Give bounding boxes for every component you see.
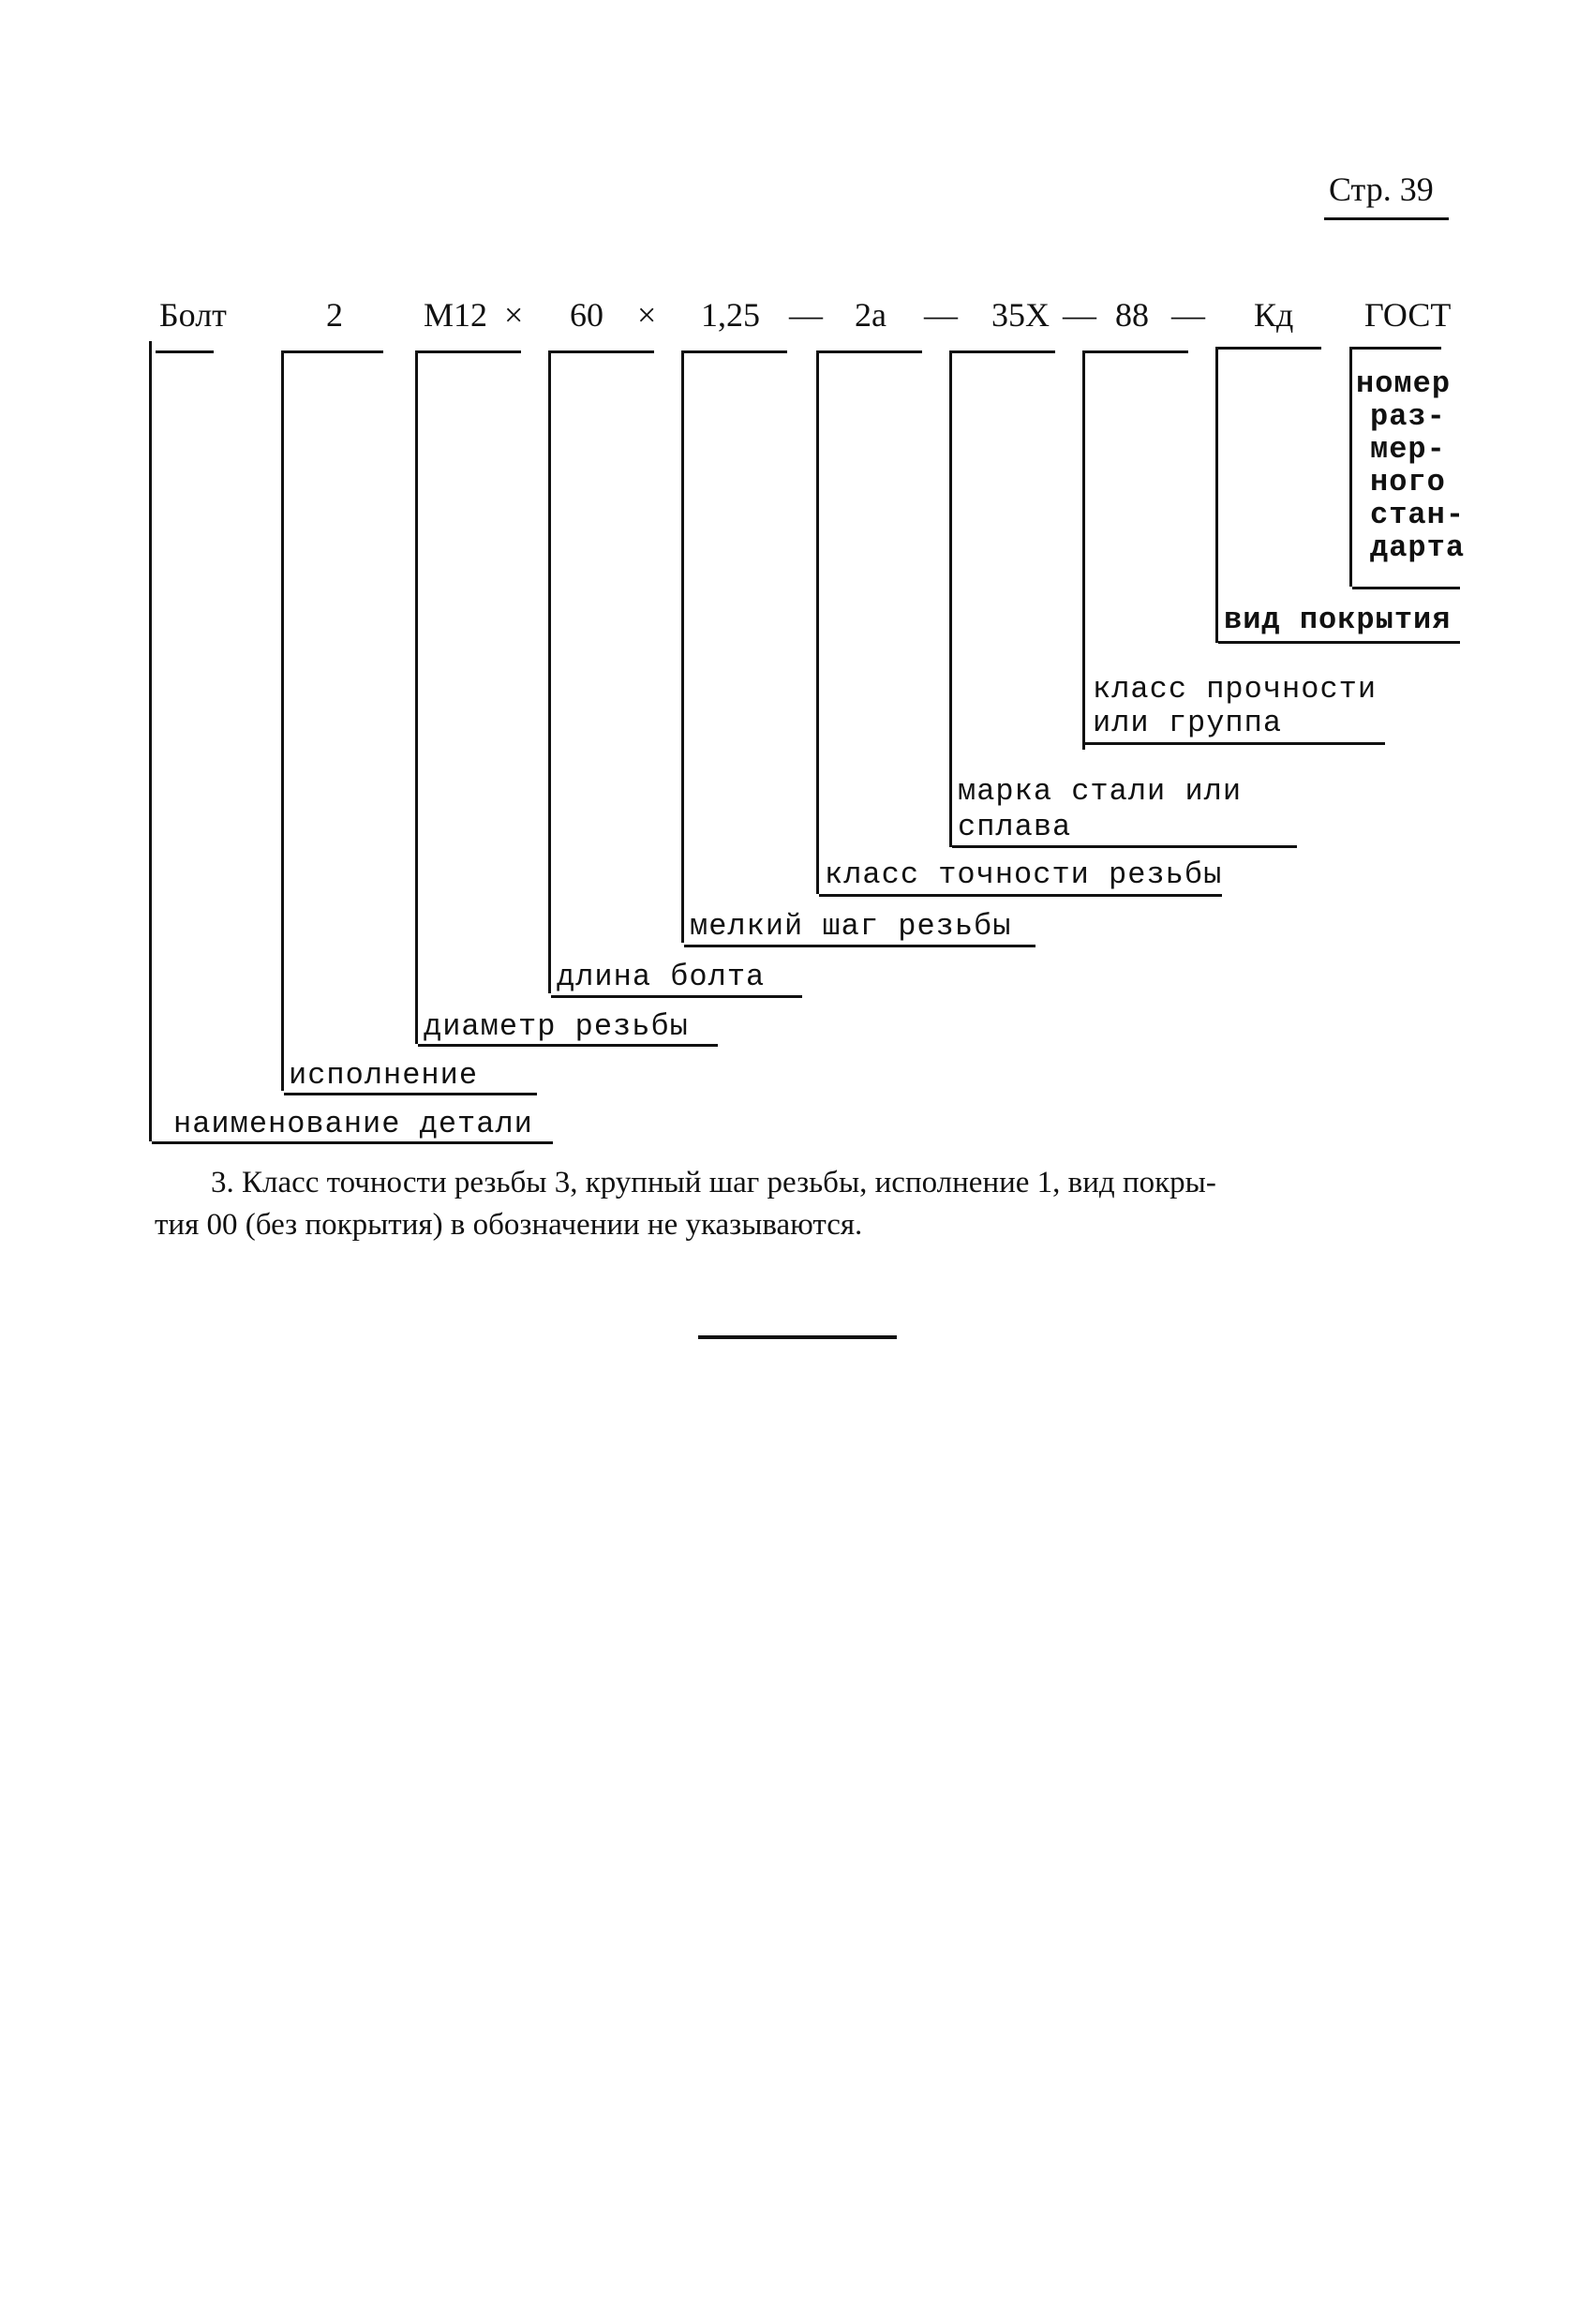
note-paragraph [155,1162,1448,1246]
note-line-1: 3. Класс точности резьбы 3, крупный шаг резьбы, исполнение 1, вид покры- [211,1166,1216,1199]
tick-steel [952,350,1055,353]
tick-bolt [156,350,214,353]
underline-pitch [684,945,1035,947]
note-line-2: тия 00 (без покрытия) в обозначении не указываются. [155,1208,863,1242]
token-gost: ГОСТ [1364,296,1452,334]
leader-steel [949,350,952,847]
leader-accuracy [816,350,819,894]
label-standard-number-line: мер- [1370,432,1446,467]
label-bolt-length: длина болта [557,960,766,994]
token-dash-4: — [1171,296,1205,334]
label-strength-class [1093,673,1377,740]
leader-part-name [149,341,152,1141]
leader-pitch [681,350,684,943]
label-strength-class-line: класс прочности [1093,672,1378,707]
token-dash-1: — [789,296,823,334]
section-end-rule [698,1335,897,1339]
token-steel-grade: 35Х [991,296,1050,334]
underline-coating [1218,641,1460,644]
tick-strength [1085,350,1188,353]
tick-gost [1352,347,1441,350]
label-standard-number-line: номер [1356,366,1452,401]
token-accuracy-class: 2а [855,296,886,334]
underline-standard-number [1352,587,1460,589]
token-version: 2 [326,296,343,334]
label-version: исполнение [289,1058,479,1093]
leader-strength [1082,350,1085,750]
leader-length [548,350,551,993]
tick-length [551,350,654,353]
token-length: 60 [570,296,603,334]
token-times-2: × [637,296,657,334]
page-number: Стр. 39 [1329,171,1434,208]
label-standard-number-line: стан- [1370,498,1466,532]
token-dash-3: — [1063,296,1096,334]
token-coating: Кд [1254,296,1294,334]
underline-diameter [418,1044,718,1047]
label-coating-type: вид покрытия [1224,603,1452,637]
underline-strength [1085,742,1385,745]
tick-diameter [418,350,521,353]
label-steel-grade [958,774,1242,845]
leader-coating [1215,347,1218,643]
tick-accuracy [819,350,922,353]
underline-part-name [152,1141,553,1144]
label-thread-diameter: диаметр резьбы [424,1009,689,1044]
leader-gost [1349,347,1352,587]
token-strength-class: 88 [1115,296,1149,334]
token-bolt: Болт [159,296,227,334]
label-strength-class-line: или группа [1093,706,1283,740]
label-standard-number-line: ного [1370,465,1446,499]
token-dash-2: — [924,296,958,334]
leader-version [281,350,284,1091]
label-part-name: наименование детали [173,1107,533,1141]
label-standard-number [1356,367,1465,564]
label-thread-accuracy-class: класс точности резьбы [825,857,1223,892]
label-standard-number-line: раз- [1370,399,1446,434]
underline-length [551,995,802,998]
token-times-1: × [504,296,524,334]
token-diameter: М12 [424,296,488,334]
label-steel-grade-line: марка стали или [958,774,1243,809]
label-steel-grade-line: сплава [958,810,1072,844]
underline-steel [952,845,1297,848]
underline-version [284,1093,537,1095]
label-fine-thread-pitch: мелкий шаг резьбы [690,909,1012,944]
tick-coating [1218,347,1321,350]
underline-accuracy [819,894,1222,897]
leader-diameter [415,350,418,1044]
token-pitch: 1,25 [701,296,760,334]
page-number-underline [1324,217,1449,220]
label-standard-number-line: дарта [1370,530,1466,565]
tick-version [284,350,383,353]
tick-pitch [684,350,787,353]
